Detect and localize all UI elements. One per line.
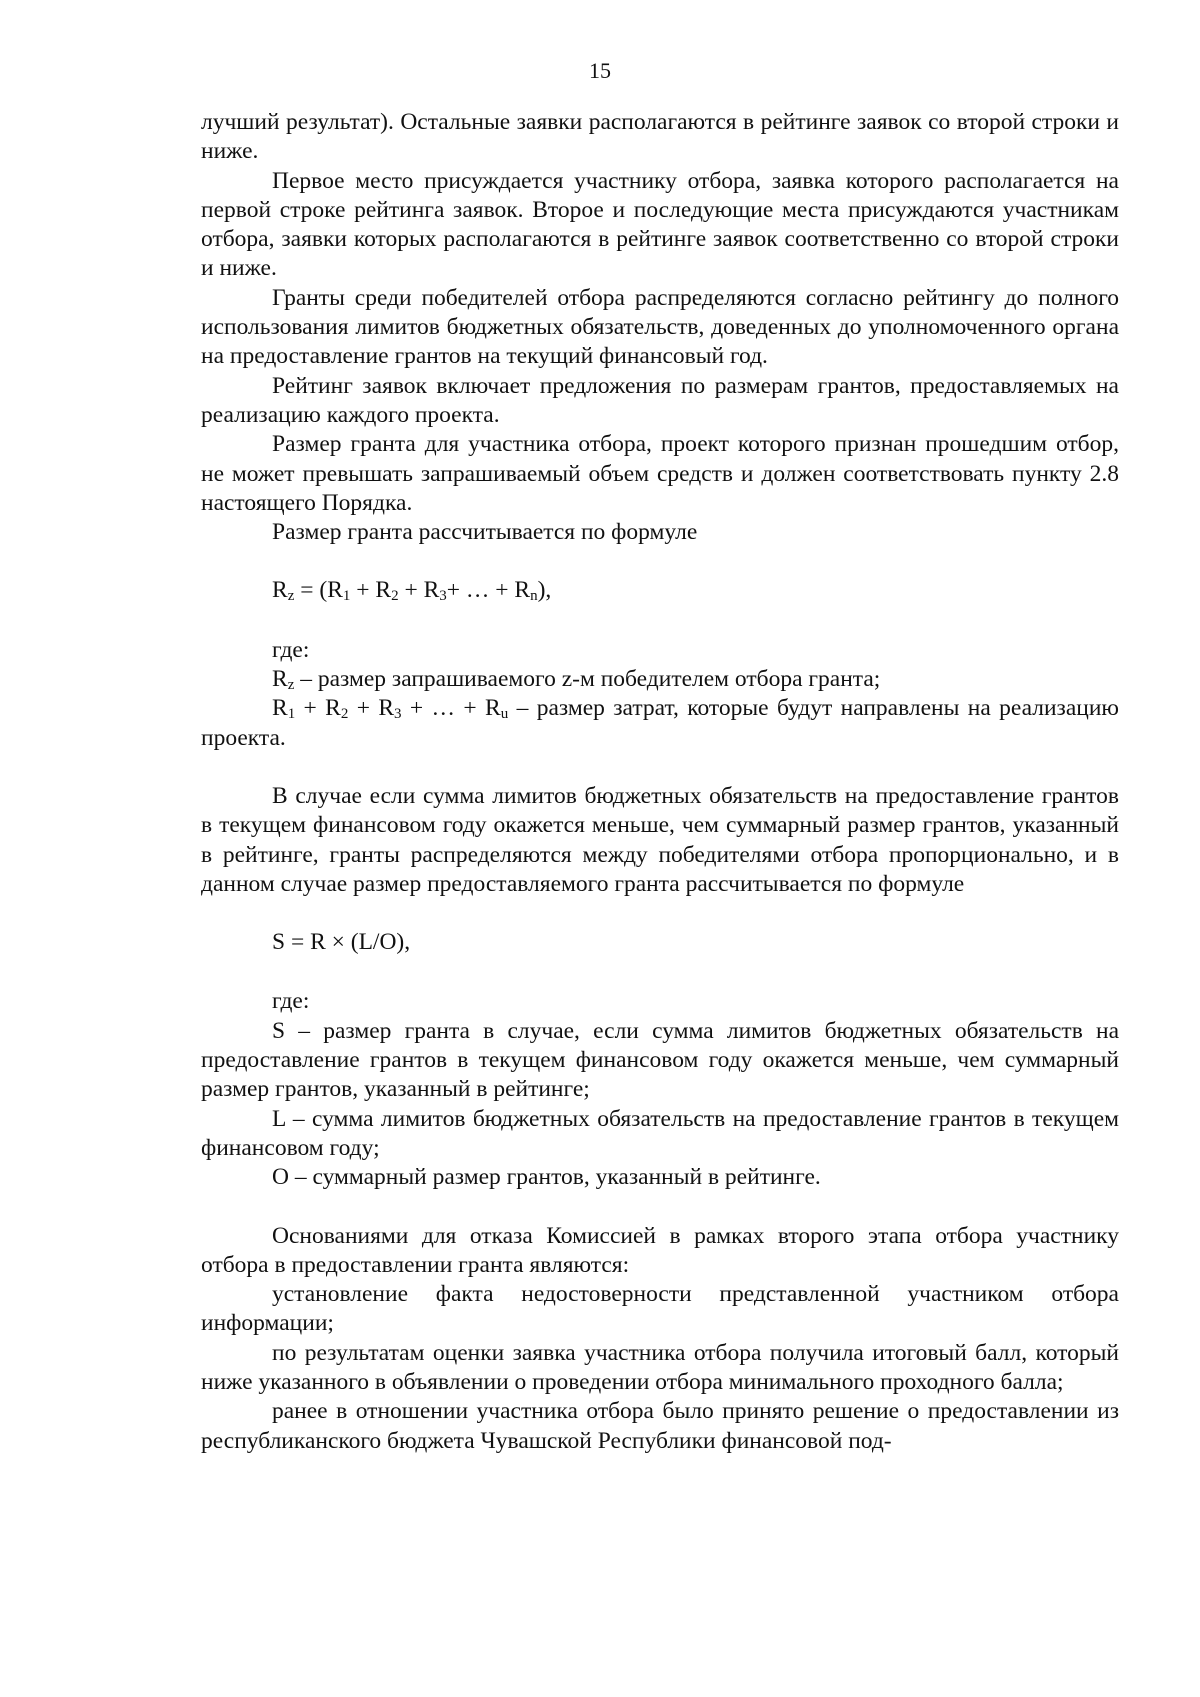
- spacer: [201, 899, 1119, 928]
- spacer: [201, 547, 1119, 576]
- paragraph-5: Размер гранта для участника отбора, проект которого признан прошедшим отбор, не может превышать запрашиваемый объем средств и должен соответствовать пункту 2.8 настоящего Порядка.: [201, 431, 1119, 516]
- document-body: [201, 108, 1119, 1456]
- paragraph-3: Гранты среди победителей отбора распределяются согласно рейтингу до полного использования лимитов бюджетных обязательств, доведенных до уполномоченного органа на предоставление грантов на текущий финансовый год.: [201, 284, 1119, 370]
- spacer: [201, 753, 1119, 782]
- page-number: 15: [589, 58, 611, 83]
- paragraph-9: установление факта недостоверности представленной участником отбора информации;: [201, 1281, 1119, 1337]
- where-label-1: где:: [272, 636, 310, 663]
- paragraph-6: Размер гранта рассчитывается по формуле: [272, 519, 698, 546]
- spacer: [201, 606, 1119, 636]
- paragraph-10: по результатам оценки заявка участника отбора получила итоговый балл, который ниже указанного в объявлении о проведении отбора минимального проходного балла;: [201, 1339, 1119, 1395]
- formula-grant-size: $R_z = (R_1 + R_2 + R_3+$ … + $R_n$),: [272, 577, 552, 605]
- paragraph-1: лучший результат). Остальные заявки располагаются в рейтинге заявок со второй строки и ниже.: [201, 109, 1119, 165]
- definition-costs-sum: $R_1 + R_2 + R_3$ + … + $R_u$ – размер затрат, которые будут направлены на реализацию проекта.: [201, 695, 1119, 751]
- paragraph-4: Рейтинг заявок включает предложения по размерам грантов, предоставляемых на реализацию каждого проекта.: [201, 372, 1119, 428]
- spacer: [201, 1193, 1119, 1222]
- paragraph-2: Первое место присуждается участнику отбора, заявка которого располагается на первой строке рейтинга заявок. Второе и последующие места присуждаются участникам отбора, заявки которых располагаются в рейтинге заявок соответственно со второй строки и ниже.: [201, 167, 1119, 282]
- definition-l: L – сумма лимитов бюджетных обязательств на предоставление грантов в текущем финансовом году;: [201, 1105, 1119, 1161]
- definition-o: O – суммарный размер грантов, указанный в рейтинге.: [272, 1164, 821, 1191]
- formula-proportional: S = R × (L/O),: [272, 929, 411, 956]
- where-label-2: где:: [272, 988, 310, 1015]
- spacer: [201, 957, 1119, 987]
- definition-rz: $R_z$ – размер запрашиваемого z-м победителем отбора гранта;: [272, 666, 881, 694]
- paragraph-7: В случае если сумма лимитов бюджетных обязательств на предоставление грантов в текущем финансовом году окажется меньше, чем суммарный размер грантов, указанный в рейтинге, гранты распределяются между победителями отбора пропорционально, и в данном случае размер предоставляемого гранта рассчитывается по формуле: [201, 782, 1119, 897]
- definition-s: S – размер гранта в случае, если сумма лимитов бюджетных обязательств на предоставление грантов в текущем финансовом году окажется меньше, чем суммарный размер грантов, указанный в рейтинге;: [201, 1017, 1119, 1103]
- paragraph-8: Основаниями для отказа Комиссией в рамках второго этапа отбора участнику отбора в предоставлении гранта являются:: [201, 1222, 1119, 1278]
- paragraph-11: ранее в отношении участника отбора было принято решение о предоставлении из республиканского бюджета Чувашской Республики финансовой под-: [201, 1398, 1119, 1454]
